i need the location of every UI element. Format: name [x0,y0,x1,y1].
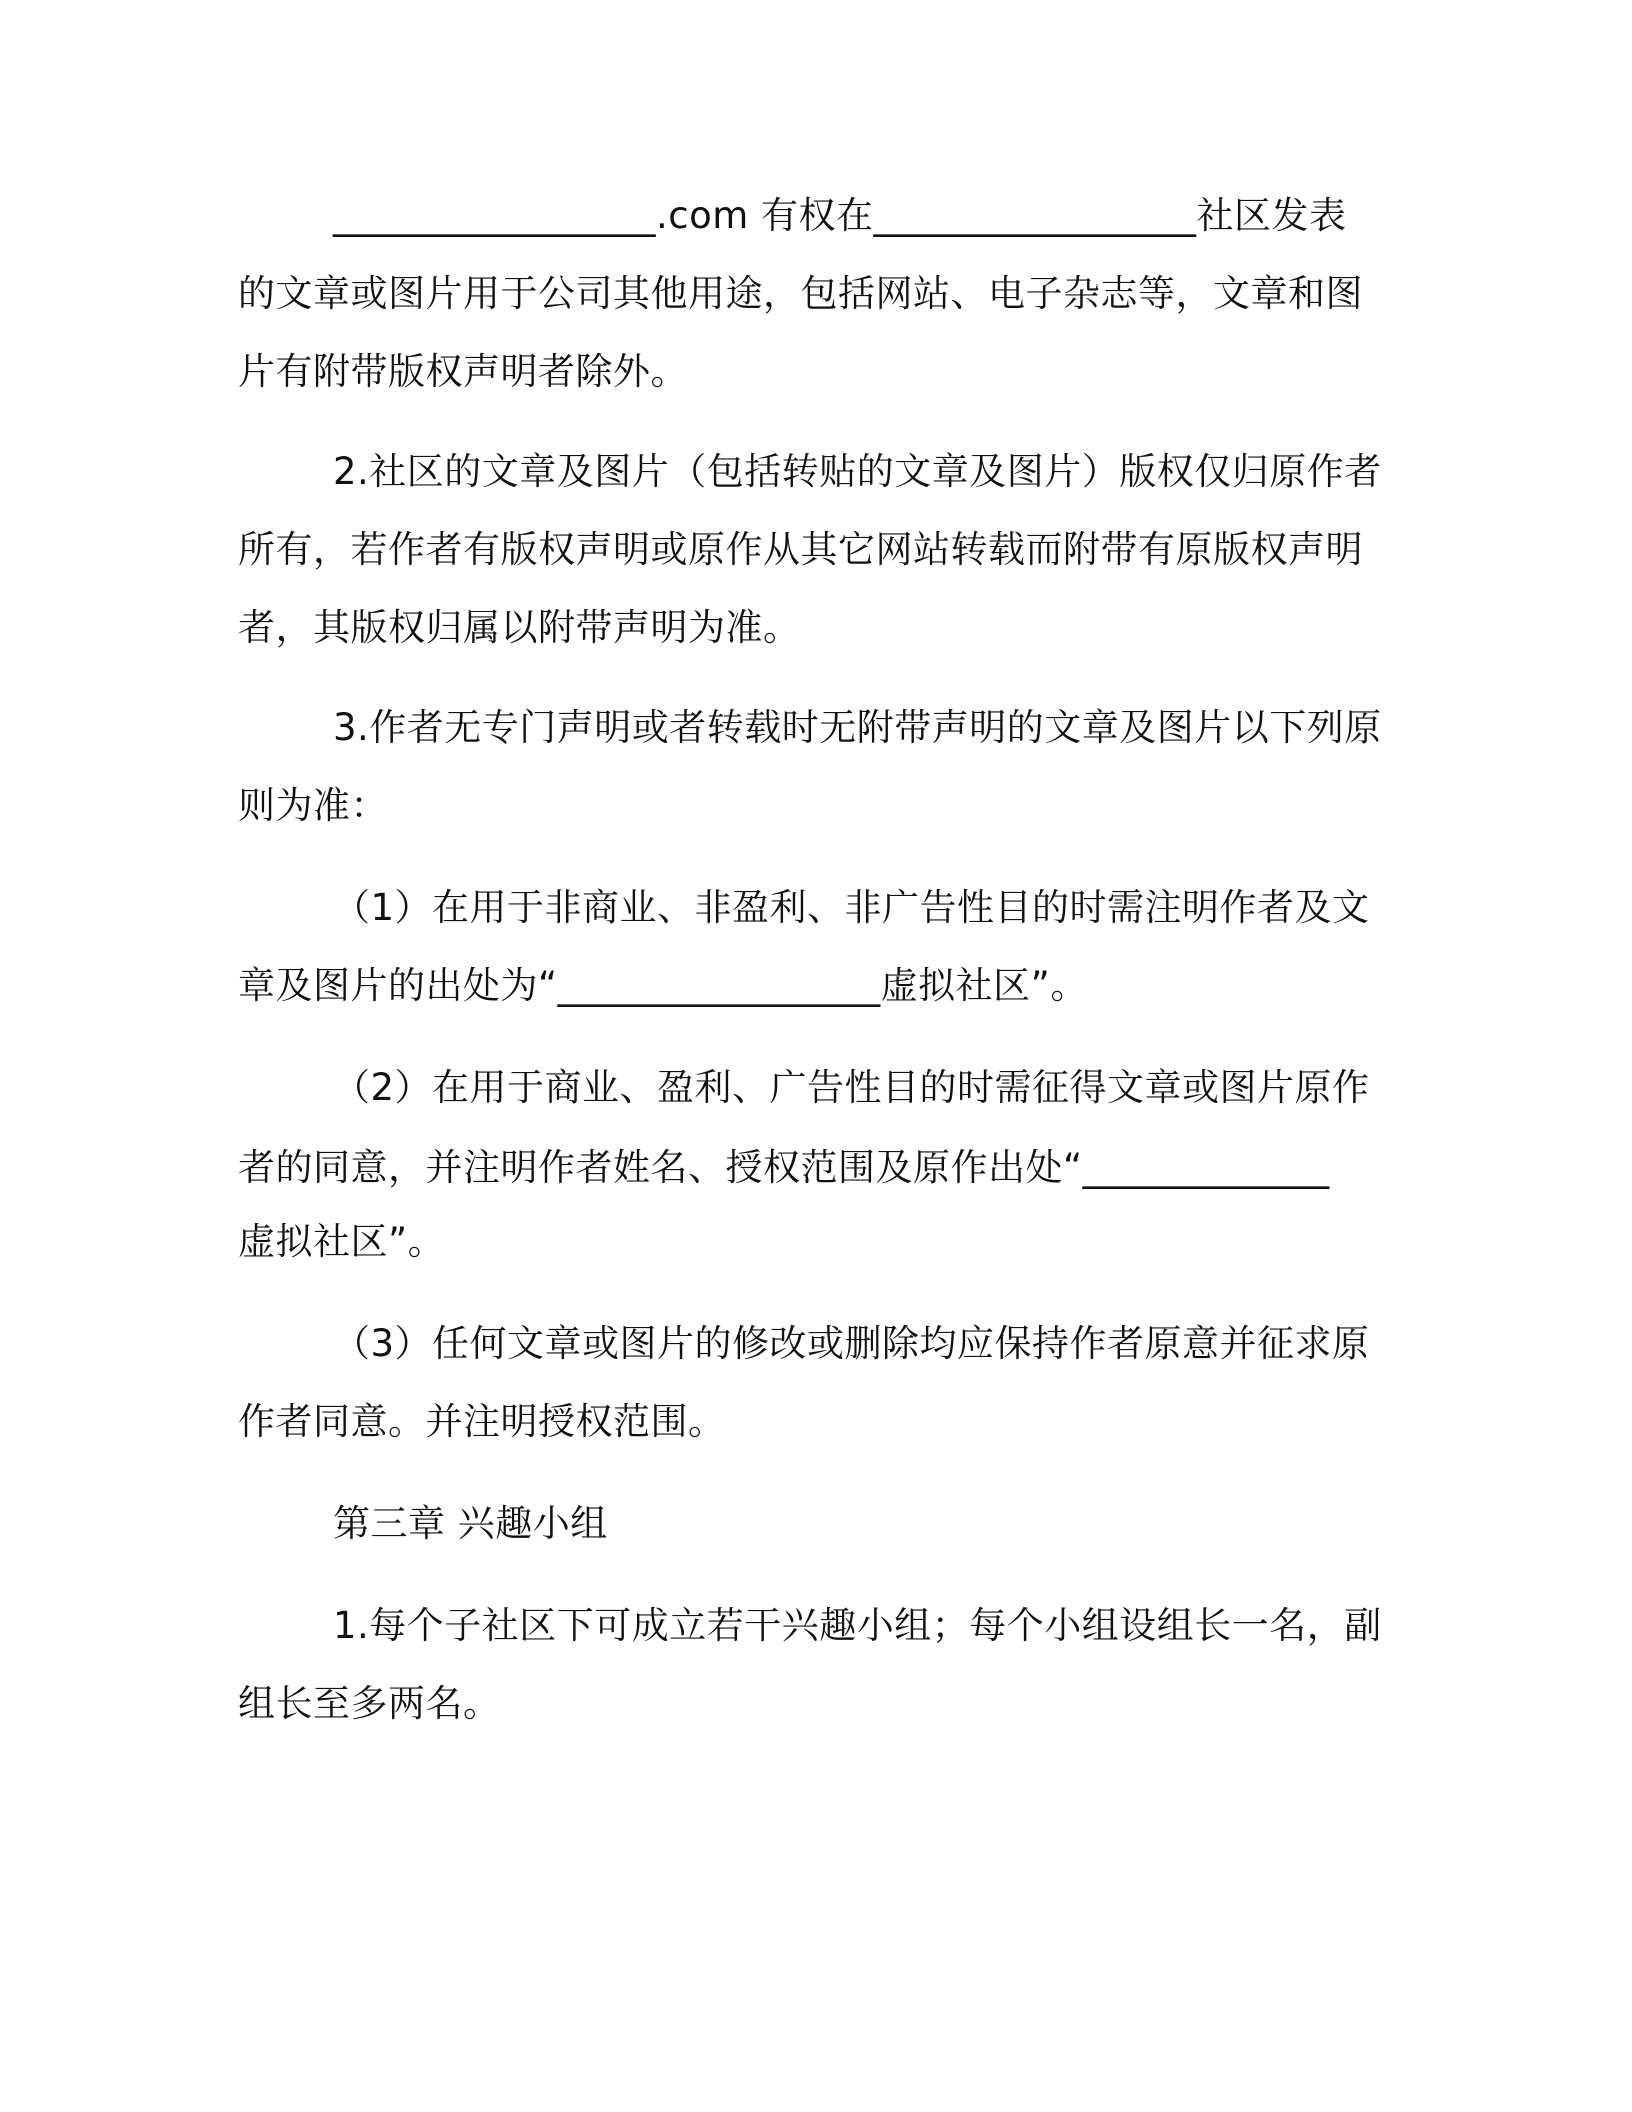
text-line: （3）任何文章或图片的修改或删除均应保持作者原意并征求原 [333,1322,1370,1365]
text-line: 者的同意，并注明作者姓名、授权范围及原作出处“_____________ [238,1146,1330,1189]
text-line: 所有，若作者有版权声明或原作从其它网站转载而附带有原版权声明 [238,528,1363,571]
text-line: （1）在用于非商业、非盈利、非广告性目的时需注明作者及文 [333,886,1370,929]
text-line: （2）在用于商业、盈利、广告性目的时需征得文章或图片原作 [333,1066,1370,1109]
text-line: 作者同意。并注明授权范围。 [238,1400,726,1443]
text-line: _________________.com 有权在_________________社区发表 [333,194,1347,237]
text-line: 者，其版权归属以附带声明为准。 [238,606,801,649]
chapter-heading: 第三章 兴趣小组 [333,1502,608,1545]
text-line: 虚拟社区”。 [238,1220,446,1263]
text-line: 章及图片的出处为“_________________虚拟社区”。 [238,964,1088,1007]
text-line: 片有附带版权声明者除外。 [238,350,688,393]
text-line: 则为准： [238,784,388,827]
text-line: 的文章或图片用于公司其他用途，包括网站、电子杂志等，文章和图 [238,272,1363,315]
text-line: 3.作者无专门声明或者转载时无附带声明的文章及图片以下列原 [333,706,1382,749]
text-line: 1.每个子社区下可成立若干兴趣小组；每个小组设组长一名，副 [333,1604,1382,1647]
text-line: 2.社区的文章及图片（包括转贴的文章及图片）版权仅归原作者 [333,450,1382,493]
text-line: 组长至多两名。 [238,1682,501,1725]
